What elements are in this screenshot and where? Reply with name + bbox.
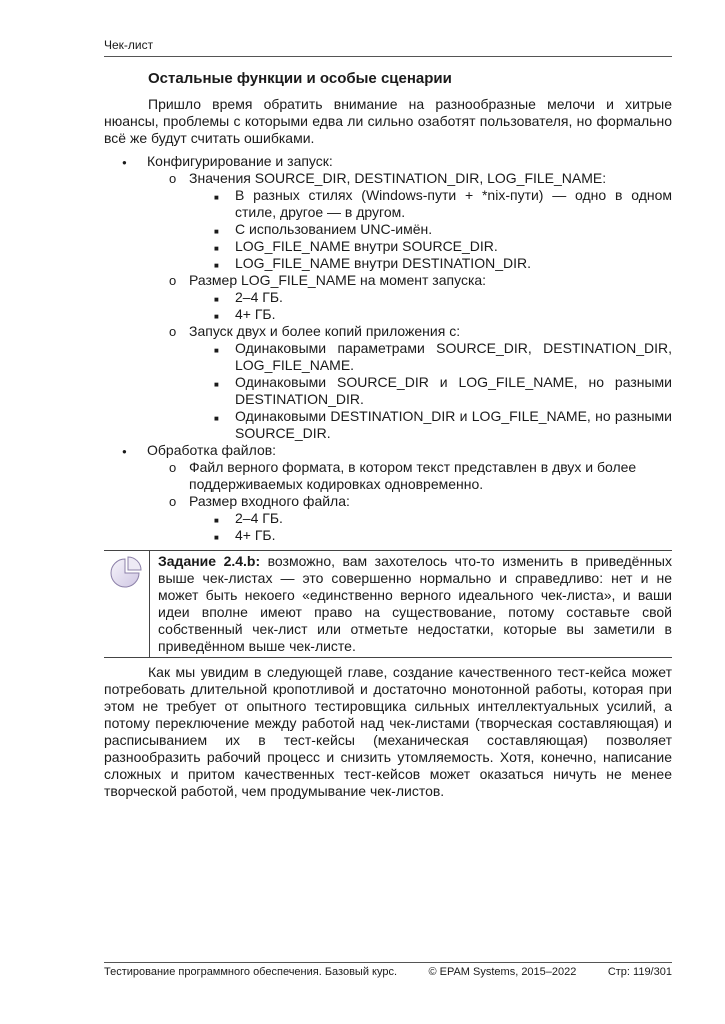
list-item: ■ 2–4 ГБ. <box>189 510 672 527</box>
list-item: ■ Одинаковыми SOURCE_DIR и LOG_FILE_NAME, но разными DESTINATION_DIR. <box>189 374 672 408</box>
section-title: Остальные функции и особые сценарии <box>148 70 452 87</box>
list-item: ■ LOG_FILE_NAME внутри SOURCE_DIR. <box>189 238 672 255</box>
page-footer <box>104 966 672 978</box>
task-text <box>150 551 672 657</box>
input-size-label: Размер входного файла: <box>189 493 350 509</box>
files-label: Обработка файлов: <box>147 442 277 458</box>
footer-page: Стр: 119/301 <box>607 966 672 978</box>
log-size-label: Размер LOG_FILE_NAME на момент запуска: <box>189 272 487 288</box>
header-divider <box>104 56 672 57</box>
copies-label: Запуск двух и более копий приложения с: <box>189 323 461 339</box>
list-item: o Файл верного формата, в котором текст представлен в двух и более поддерживаемых кодировках одновременно. <box>147 459 672 493</box>
footer-copyright: © EPAM Systems, 2015–2022 <box>428 966 577 978</box>
list-item: ■ 2–4 ГБ. <box>189 289 672 306</box>
list-item <box>104 442 672 544</box>
list-item: ■ 4+ ГБ. <box>189 306 672 323</box>
list-item <box>147 170 672 272</box>
list-item <box>104 153 672 442</box>
list-item <box>147 272 672 323</box>
page-content <box>104 70 672 800</box>
task-body: возможно, вам захотелось что-то изменить в приведённых выше чек-листах — это совершенно нормально и справедливо: нет и не может быть некоего «единственно верного идеального чек-листа», и ваши идеи вполне имеют право на существование, потому составьте свой собственный чек-лист или отметьте недостатки, которые вы заметили в приведённом выше чек-листе. <box>158 553 672 654</box>
task-icon-cell <box>104 551 150 657</box>
footer-divider <box>104 962 672 963</box>
list-item <box>147 323 672 442</box>
config-label: Конфигурирование и запуск: <box>147 153 333 169</box>
running-header: Чек-лист <box>104 38 154 52</box>
list-item: ■ С использованием UNC-имён. <box>189 221 672 238</box>
footer-course: Тестирование программного обеспечения. Базовый курс. <box>104 966 398 978</box>
checklist <box>104 153 672 544</box>
intro-paragraph: Пришло время обратить внимание на разнообразные мелочи и хитрые нюансы, проблемы с которыми едва ли сильно озаботят пользователя, но формально всё же будут считать ошибками. <box>104 96 672 146</box>
list-item: ■ В разных стилях (Windows-пути + *nix-пути) — одно в одном стиле, другое — в другом. <box>189 187 672 221</box>
list-item: ■ 4+ ГБ. <box>189 527 672 544</box>
task-box <box>104 550 672 658</box>
closing-paragraph: Как мы увидим в следующей главе, создание качественного тест-кейса может потребовать длительной кропотливой и достаточно монотонной работы, которая при этом не требует от опытного тестировщика сильных интеллектуальных усилий, а потому переключение между работой над чек-листами (творческая составляющая) и расписыванием их в тест-кейсы (механическая составляющая) позволяет разнообразить рабочий процесс и снизить утомляемость. Хотя, конечно, написание сложных и притом качественных тест-кейсов может оказаться ничуть не менее творческой работой, чем продумывание чек-листов. <box>104 664 672 799</box>
values-label: Значения SOURCE_DIR, DESTINATION_DIR, LOG_FILE_NAME: <box>189 170 607 186</box>
list-item: ■ Одинаковыми параметрами SOURCE_DIR, DESTINATION_DIR, LOG_FILE_NAME. <box>189 340 672 374</box>
list-item: ■ Одинаковыми DESTINATION_DIR и LOG_FILE_NAME, но разными SOURCE_DIR. <box>189 408 672 442</box>
task-label: Задание 2.4.b: <box>158 553 261 569</box>
list-item: ■ LOG_FILE_NAME внутри DESTINATION_DIR. <box>189 255 672 272</box>
list-item <box>147 493 672 544</box>
pie-chart-icon <box>109 555 143 589</box>
